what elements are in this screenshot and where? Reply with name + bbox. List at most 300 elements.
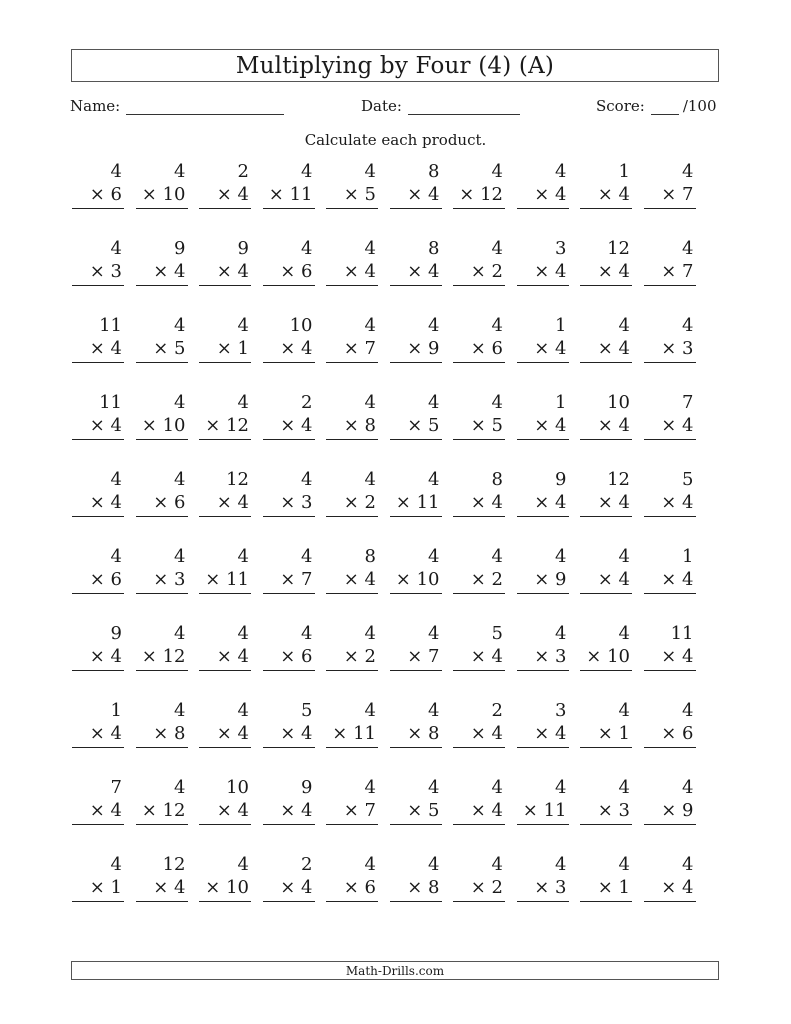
answer-rule bbox=[326, 208, 378, 209]
problem-top-number: 4 bbox=[428, 854, 440, 875]
problem bbox=[580, 776, 632, 825]
problem-bottom-number: 3 bbox=[555, 646, 567, 667]
problem-top-number: 4 bbox=[110, 854, 122, 875]
problem-bottom-number: 4 bbox=[618, 569, 630, 590]
problem bbox=[644, 314, 696, 363]
answer-rule bbox=[390, 516, 442, 517]
date-blank-line[interactable] bbox=[408, 97, 520, 115]
problem bbox=[580, 391, 632, 440]
problem bbox=[453, 545, 505, 594]
answer-rule bbox=[390, 747, 442, 748]
problem-top-number: 8 bbox=[428, 161, 440, 182]
problem bbox=[199, 853, 251, 902]
problem-bottom-number: 4 bbox=[301, 877, 313, 898]
times-operator: × bbox=[343, 569, 359, 590]
problem bbox=[326, 314, 378, 363]
times-operator: × bbox=[343, 800, 359, 821]
answer-rule bbox=[580, 285, 632, 286]
problem-bottom-line bbox=[136, 722, 188, 745]
problem-bottom-number: 4 bbox=[237, 723, 249, 744]
problem-bottom-line bbox=[199, 568, 251, 591]
answer-rule bbox=[517, 824, 569, 825]
problem bbox=[644, 776, 696, 825]
score-field[interactable] bbox=[596, 97, 717, 115]
problem-top-number: 4 bbox=[428, 469, 440, 490]
answer-rule bbox=[453, 285, 505, 286]
problem-bottom-number: 4 bbox=[428, 184, 440, 205]
problem-bottom-number: 8 bbox=[174, 723, 186, 744]
problem-bottom-number: 4 bbox=[237, 646, 249, 667]
problem-top-number: 11 bbox=[99, 315, 122, 336]
problem-bottom-line bbox=[326, 491, 378, 514]
problem bbox=[199, 314, 251, 363]
name-field[interactable] bbox=[70, 97, 284, 115]
problem-bottom-number: 5 bbox=[428, 415, 440, 436]
problem-top-number: 2 bbox=[491, 700, 503, 721]
answer-rule bbox=[517, 439, 569, 440]
problem-top-number: 4 bbox=[428, 315, 440, 336]
problem-top-number: 9 bbox=[237, 238, 249, 259]
problem-bottom-number: 12 bbox=[226, 415, 249, 436]
problem-top-number: 4 bbox=[174, 315, 186, 336]
answer-rule bbox=[580, 901, 632, 902]
answer-rule bbox=[326, 516, 378, 517]
problem-bottom-line bbox=[517, 722, 569, 745]
times-operator: × bbox=[407, 646, 423, 667]
answer-rule bbox=[644, 593, 696, 594]
times-operator: × bbox=[470, 338, 486, 359]
problem-top-number: 4 bbox=[110, 161, 122, 182]
problem-bottom-line bbox=[199, 337, 251, 360]
problem-bottom-line bbox=[136, 799, 188, 822]
times-operator: × bbox=[597, 415, 613, 436]
problem-bottom-number: 4 bbox=[301, 800, 313, 821]
problem bbox=[72, 468, 124, 517]
problem-top-number: 4 bbox=[555, 161, 567, 182]
problem-bottom-number: 1 bbox=[237, 338, 249, 359]
problem-bottom-line bbox=[453, 876, 505, 899]
worksheet-title-box bbox=[71, 49, 719, 82]
problem bbox=[644, 853, 696, 902]
problem-top-number: 4 bbox=[364, 238, 376, 259]
answer-rule bbox=[390, 439, 442, 440]
times-operator: × bbox=[153, 492, 169, 513]
answer-rule bbox=[72, 516, 124, 517]
problem bbox=[580, 237, 632, 286]
problem-bottom-line bbox=[390, 337, 442, 360]
problem-top-number: 9 bbox=[110, 623, 122, 644]
problem-bottom-number: 4 bbox=[174, 877, 186, 898]
problem-bottom-line bbox=[199, 799, 251, 822]
problem-bottom-line bbox=[580, 260, 632, 283]
problem bbox=[580, 545, 632, 594]
problem-bottom-line bbox=[72, 491, 124, 514]
problem bbox=[72, 622, 124, 671]
problem-bottom-number: 4 bbox=[110, 492, 122, 513]
times-operator: × bbox=[343, 646, 359, 667]
problem-bottom-number: 6 bbox=[110, 184, 122, 205]
problem bbox=[136, 237, 188, 286]
problem-top-number: 4 bbox=[428, 546, 440, 567]
times-operator: × bbox=[534, 261, 550, 282]
times-operator: × bbox=[661, 723, 677, 744]
problem-bottom-number: 7 bbox=[364, 800, 376, 821]
times-operator: × bbox=[343, 492, 359, 513]
times-operator: × bbox=[89, 338, 105, 359]
answer-rule bbox=[199, 439, 251, 440]
problem-bottom-number: 2 bbox=[491, 261, 503, 282]
problem bbox=[136, 468, 188, 517]
problem bbox=[580, 160, 632, 209]
answer-rule bbox=[136, 670, 188, 671]
problem-top-number: 4 bbox=[555, 546, 567, 567]
problem bbox=[453, 853, 505, 902]
times-operator: × bbox=[534, 877, 550, 898]
problem bbox=[453, 699, 505, 748]
problem-bottom-number: 4 bbox=[237, 800, 249, 821]
times-operator: × bbox=[153, 261, 169, 282]
problem bbox=[326, 699, 378, 748]
problem-bottom-line bbox=[136, 260, 188, 283]
times-operator: × bbox=[89, 723, 105, 744]
problem-bottom-line bbox=[644, 337, 696, 360]
problem-bottom-line bbox=[72, 876, 124, 899]
problem-top-number: 4 bbox=[682, 777, 694, 798]
problem-bottom-line bbox=[644, 260, 696, 283]
answer-rule bbox=[72, 824, 124, 825]
problem bbox=[517, 160, 569, 209]
problem-bottom-line bbox=[644, 183, 696, 206]
problem-bottom-line bbox=[390, 722, 442, 745]
problem-bottom-line bbox=[580, 337, 632, 360]
answer-rule bbox=[580, 593, 632, 594]
problem-bottom-line bbox=[199, 645, 251, 668]
answer-rule bbox=[136, 824, 188, 825]
problem-bottom-line bbox=[72, 722, 124, 745]
problem-bottom-line bbox=[199, 183, 251, 206]
times-operator: × bbox=[216, 723, 232, 744]
times-operator: × bbox=[141, 415, 157, 436]
times-operator: × bbox=[534, 184, 550, 205]
problem-top-number: 2 bbox=[237, 161, 249, 182]
problem-bottom-number: 4 bbox=[237, 492, 249, 513]
score-blank-line[interactable] bbox=[651, 97, 679, 115]
problem-bottom-number: 2 bbox=[491, 569, 503, 590]
answer-rule bbox=[517, 901, 569, 902]
times-operator: × bbox=[89, 877, 105, 898]
problem-bottom-number: 4 bbox=[682, 877, 694, 898]
answer-rule bbox=[517, 285, 569, 286]
problem-bottom-number: 2 bbox=[364, 646, 376, 667]
answer-rule bbox=[136, 439, 188, 440]
problem-bottom-number: 10 bbox=[416, 569, 440, 590]
times-operator: × bbox=[407, 184, 423, 205]
problem-bottom-line bbox=[580, 722, 632, 745]
times-operator: × bbox=[89, 646, 105, 667]
answer-rule bbox=[453, 362, 505, 363]
problem-top-number: 4 bbox=[618, 623, 630, 644]
problem-top-number: 4 bbox=[174, 469, 186, 490]
answer-rule bbox=[263, 285, 315, 286]
problem-top-number: 4 bbox=[491, 392, 503, 413]
problem-bottom-line bbox=[263, 799, 315, 822]
times-operator: × bbox=[280, 492, 296, 513]
answer-rule bbox=[263, 824, 315, 825]
problem-bottom-line bbox=[72, 183, 124, 206]
problem bbox=[644, 622, 696, 671]
answer-rule bbox=[580, 516, 632, 517]
problem-top-number: 7 bbox=[682, 392, 694, 413]
problem-top-number: 4 bbox=[682, 315, 694, 336]
problem-top-number: 5 bbox=[491, 623, 503, 644]
answer-rule bbox=[644, 285, 696, 286]
problem-bottom-number: 6 bbox=[301, 646, 313, 667]
problem bbox=[326, 160, 378, 209]
problem-bottom-line bbox=[263, 568, 315, 591]
problem-top-number: 4 bbox=[491, 777, 503, 798]
problem-bottom-number: 4 bbox=[110, 338, 122, 359]
answer-rule bbox=[326, 593, 378, 594]
answer-rule bbox=[644, 670, 696, 671]
problem bbox=[580, 314, 632, 363]
problem-bottom-line bbox=[390, 183, 442, 206]
score-label: Score: bbox=[596, 97, 645, 115]
times-operator: × bbox=[661, 338, 677, 359]
answer-rule bbox=[199, 208, 251, 209]
answer-rule bbox=[199, 285, 251, 286]
problem bbox=[199, 699, 251, 748]
problem bbox=[136, 545, 188, 594]
problem-top-number: 4 bbox=[428, 700, 440, 721]
problem bbox=[326, 545, 378, 594]
problem-bottom-number: 7 bbox=[364, 338, 376, 359]
worksheet-title: Multiplying by Four (4) (A) bbox=[235, 52, 555, 79]
problem-bottom-number: 4 bbox=[682, 569, 694, 590]
problem-bottom-number: 3 bbox=[174, 569, 186, 590]
answer-rule bbox=[390, 593, 442, 594]
problem bbox=[326, 391, 378, 440]
problem-bottom-line bbox=[644, 799, 696, 822]
times-operator: × bbox=[661, 184, 677, 205]
problem bbox=[263, 237, 315, 286]
problem-top-number: 8 bbox=[428, 238, 440, 259]
answer-rule bbox=[580, 670, 632, 671]
problem bbox=[136, 853, 188, 902]
answer-rule bbox=[72, 670, 124, 671]
problem-bottom-line bbox=[390, 414, 442, 437]
problem-bottom-number: 8 bbox=[364, 415, 376, 436]
answer-rule bbox=[390, 208, 442, 209]
answer-rule bbox=[517, 747, 569, 748]
answer-rule bbox=[326, 439, 378, 440]
answer-rule bbox=[644, 824, 696, 825]
problem bbox=[326, 853, 378, 902]
problem-bottom-line bbox=[136, 491, 188, 514]
problem bbox=[580, 699, 632, 748]
answer-rule bbox=[136, 593, 188, 594]
answer-rule bbox=[326, 824, 378, 825]
problem bbox=[644, 160, 696, 209]
problem-bottom-line bbox=[326, 183, 378, 206]
times-operator: × bbox=[141, 800, 157, 821]
problem-top-number: 11 bbox=[99, 392, 122, 413]
problem-bottom-line bbox=[263, 337, 315, 360]
answer-rule bbox=[199, 670, 251, 671]
times-operator: × bbox=[280, 569, 296, 590]
times-operator: × bbox=[280, 338, 296, 359]
problem-bottom-line bbox=[644, 876, 696, 899]
problem bbox=[136, 314, 188, 363]
problem-bottom-line bbox=[580, 491, 632, 514]
problem bbox=[263, 622, 315, 671]
date-field[interactable] bbox=[361, 97, 520, 115]
problem-top-number: 4 bbox=[364, 161, 376, 182]
answer-rule bbox=[453, 516, 505, 517]
times-operator: × bbox=[153, 338, 169, 359]
problem-bottom-number: 4 bbox=[555, 492, 567, 513]
problem-bottom-number: 4 bbox=[618, 492, 630, 513]
problem-bottom-line bbox=[326, 876, 378, 899]
answer-rule bbox=[390, 824, 442, 825]
times-operator: × bbox=[343, 338, 359, 359]
problem-top-number: 4 bbox=[555, 854, 567, 875]
problem-top-number: 4 bbox=[682, 854, 694, 875]
answer-rule bbox=[453, 901, 505, 902]
problem-bottom-line bbox=[580, 568, 632, 591]
problem bbox=[517, 314, 569, 363]
problem-top-number: 4 bbox=[174, 546, 186, 567]
times-operator: × bbox=[343, 184, 359, 205]
problem-bottom-line bbox=[517, 799, 569, 822]
times-operator: × bbox=[343, 877, 359, 898]
answer-rule bbox=[644, 901, 696, 902]
answer-rule bbox=[136, 747, 188, 748]
problem-bottom-line bbox=[517, 260, 569, 283]
problem-top-number: 4 bbox=[364, 392, 376, 413]
problem-bottom-number: 4 bbox=[301, 338, 313, 359]
problem-top-number: 4 bbox=[174, 161, 186, 182]
problem bbox=[72, 776, 124, 825]
times-operator: × bbox=[597, 261, 613, 282]
problem-bottom-line bbox=[580, 876, 632, 899]
problem bbox=[453, 622, 505, 671]
problem bbox=[263, 160, 315, 209]
problem-bottom-line bbox=[517, 414, 569, 437]
problem-bottom-line bbox=[263, 876, 315, 899]
problem bbox=[390, 314, 442, 363]
problem-bottom-number: 4 bbox=[174, 261, 186, 282]
problem-top-number: 4 bbox=[301, 238, 313, 259]
problem-bottom-line bbox=[453, 414, 505, 437]
times-operator: × bbox=[459, 184, 475, 205]
times-operator: × bbox=[343, 415, 359, 436]
answer-rule bbox=[453, 824, 505, 825]
problem-top-number: 4 bbox=[491, 161, 503, 182]
problem-bottom-number: 6 bbox=[682, 723, 694, 744]
problem bbox=[390, 468, 442, 517]
problem-bottom-number: 9 bbox=[682, 800, 694, 821]
answer-rule bbox=[72, 362, 124, 363]
times-operator: × bbox=[89, 492, 105, 513]
problem-bottom-number: 4 bbox=[491, 492, 503, 513]
answer-rule bbox=[199, 824, 251, 825]
problem-bottom-line bbox=[136, 645, 188, 668]
answer-rule bbox=[263, 901, 315, 902]
answer-rule bbox=[390, 285, 442, 286]
problem-bottom-number: 6 bbox=[110, 569, 122, 590]
problem bbox=[453, 391, 505, 440]
answer-rule bbox=[453, 747, 505, 748]
times-operator: × bbox=[216, 492, 232, 513]
problem-bottom-number: 10 bbox=[607, 646, 630, 667]
problem-bottom-line bbox=[517, 645, 569, 668]
problem-bottom-number: 4 bbox=[491, 646, 503, 667]
problem-top-number: 4 bbox=[237, 392, 249, 413]
problem-bottom-line bbox=[72, 337, 124, 360]
problem bbox=[453, 160, 505, 209]
times-operator: × bbox=[586, 646, 602, 667]
problem-bottom-number: 10 bbox=[162, 184, 186, 205]
answer-rule bbox=[390, 901, 442, 902]
problem-bottom-line bbox=[390, 491, 442, 514]
answer-rule bbox=[263, 593, 315, 594]
problem-bottom-line bbox=[136, 568, 188, 591]
problem-top-number: 4 bbox=[237, 623, 249, 644]
problem bbox=[580, 622, 632, 671]
times-operator: × bbox=[407, 261, 423, 282]
problem-bottom-line bbox=[72, 799, 124, 822]
answer-rule bbox=[199, 747, 251, 748]
times-operator: × bbox=[597, 800, 613, 821]
times-operator: × bbox=[661, 877, 677, 898]
times-operator: × bbox=[470, 646, 486, 667]
answer-rule bbox=[263, 208, 315, 209]
problem bbox=[644, 237, 696, 286]
problem-bottom-number: 4 bbox=[555, 261, 567, 282]
times-operator: × bbox=[332, 723, 348, 744]
answer-rule bbox=[72, 208, 124, 209]
times-operator: × bbox=[268, 184, 284, 205]
times-operator: × bbox=[89, 261, 105, 282]
problem-top-number: 10 bbox=[289, 315, 313, 336]
problem-bottom-number: 12 bbox=[162, 646, 186, 667]
answer-rule bbox=[263, 516, 315, 517]
answer-rule bbox=[580, 362, 632, 363]
problem bbox=[136, 776, 188, 825]
answer-rule bbox=[644, 208, 696, 209]
times-operator: × bbox=[661, 492, 677, 513]
problem-bottom-number: 4 bbox=[555, 415, 567, 436]
problem-bottom-number: 4 bbox=[110, 646, 122, 667]
problem-bottom-line bbox=[517, 337, 569, 360]
problem-top-number: 5 bbox=[682, 469, 694, 490]
problem-top-number: 1 bbox=[110, 700, 122, 721]
problem-top-number: 10 bbox=[607, 392, 630, 413]
problem bbox=[199, 160, 251, 209]
problem bbox=[72, 160, 124, 209]
problem bbox=[199, 468, 251, 517]
answer-rule bbox=[517, 670, 569, 671]
answer-rule bbox=[517, 593, 569, 594]
problem-top-number: 4 bbox=[618, 700, 630, 721]
problem bbox=[644, 468, 696, 517]
times-operator: × bbox=[534, 646, 550, 667]
problem bbox=[644, 391, 696, 440]
times-operator: × bbox=[89, 569, 105, 590]
problem-bottom-number: 2 bbox=[491, 877, 503, 898]
name-blank-line[interactable] bbox=[126, 97, 284, 115]
problem-bottom-number: 3 bbox=[618, 800, 630, 821]
